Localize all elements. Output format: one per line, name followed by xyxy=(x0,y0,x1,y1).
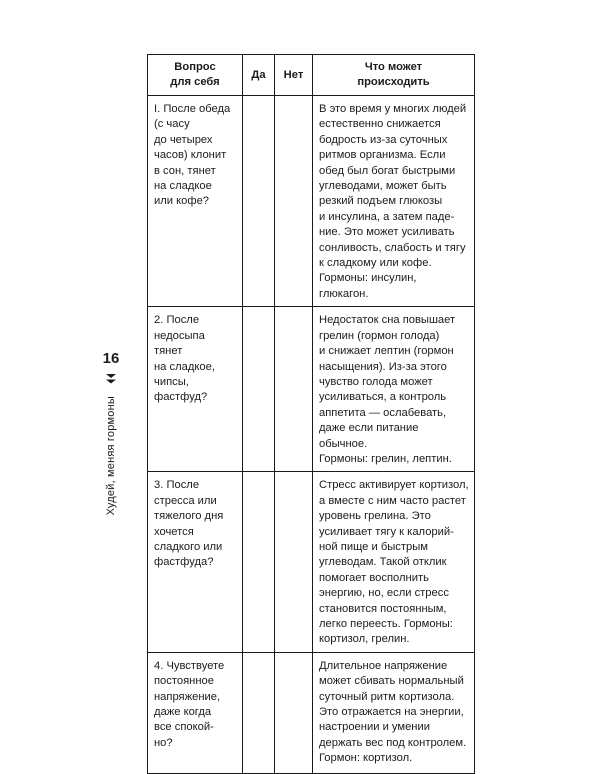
table-row xyxy=(148,652,475,773)
table-header-row xyxy=(148,55,475,96)
self-check-table xyxy=(147,54,475,774)
yes-cell[interactable] xyxy=(243,96,275,307)
answer-cell: Стресс активирует кортизол, а вместе с ним часто растет уровень грелина. Это усиливает тягу к калорий- ной пище и быстрым углеводам. Такой отклик помогает восполнить энергию, но, если стресс становится постоянным, легко переесть. Гормоны: кортизол, грелин. xyxy=(313,472,475,652)
answer-cell: В это время у многих людей естественно снижается бодрость из-за суточных ритмов организма. Если обед был богат быстрыми углеводами, может быть резкий подъем глюкозы и инсулина, а затем паде- ние. Это может усиливать сонливость, слабость и тягу к сладкому или кофе. Гормоны: инсулин, глюкагон. xyxy=(313,96,475,307)
no-cell[interactable] xyxy=(275,472,313,652)
yes-cell[interactable] xyxy=(243,652,275,773)
question-cell: 2. После недосыпа тянет на сладкое, чипсы, фастфуд? xyxy=(148,307,243,472)
no-cell[interactable] xyxy=(275,652,313,773)
question-cell: I. После обеда (с часу до четырех часов) клонит в сон, тянет на сладкое или кофе? xyxy=(148,96,243,307)
table-row xyxy=(148,472,475,652)
no-cell[interactable] xyxy=(275,96,313,307)
page-margin xyxy=(96,350,126,530)
header-yes: Да xyxy=(243,55,275,96)
table-row xyxy=(148,307,475,472)
question-cell: 3. После стресса или тяжелого дня хочется сладкого или фастфуда? xyxy=(148,472,243,652)
page-number: 16 xyxy=(102,350,120,367)
yes-cell[interactable] xyxy=(243,307,275,472)
yes-cell[interactable] xyxy=(243,472,275,652)
header-no: Нет xyxy=(275,55,313,96)
no-cell[interactable] xyxy=(275,307,313,472)
answer-cell: Длительное напряжение может сбивать нормальный суточный ритм кортизола. Это отражается на энергии, настроении и умении держать вес под контролем. Гормон: кортизол. xyxy=(313,652,475,773)
question-cell: 4. Чувствуете постоянное напряжение, даже когда все спокой- но? xyxy=(148,652,243,773)
table-row xyxy=(148,96,475,307)
running-title: Худей, меняя гормоны xyxy=(105,396,117,516)
answer-cell: Недостаток сна повышает грелин (гормон голода) и снижает лептин (гормон насыщения). Из-за этого чувство голода может усиливаться, а контроль аппетита — ослабевать, даже если питание обычное. Гормоны: грелин, лептин. xyxy=(313,307,475,472)
double-chevron-down-icon xyxy=(104,372,118,386)
header-what-may-happen: Что может происходить xyxy=(313,55,475,96)
header-question: Вопрос для себя xyxy=(148,55,243,96)
